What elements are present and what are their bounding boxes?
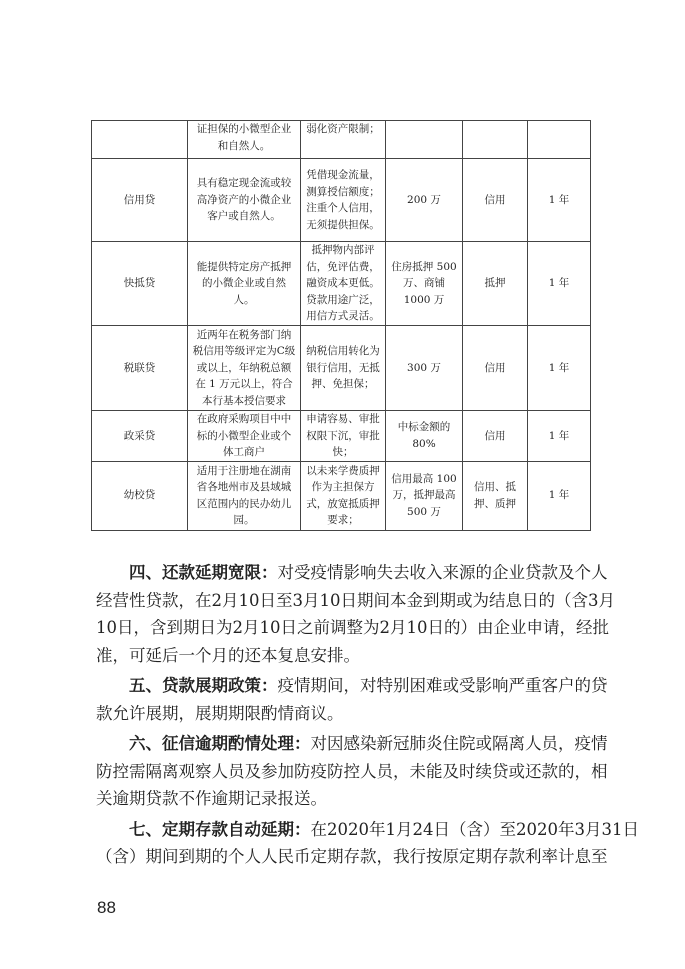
line-text: 准，可延后一个月的还本复息安排。 (96, 645, 360, 665)
loan-products-table (91, 120, 591, 531)
table-row (92, 121, 591, 159)
text-line (96, 672, 608, 700)
paragraph-heading: 五、贷款展期政策： (129, 676, 278, 695)
cell-target: 适用于注册地在湖南省各地州市及县域城区范围内的民办幼儿园。 (188, 461, 301, 530)
cell-feature: 纳税信用转化为银行信用，无抵押、免担保； (301, 326, 386, 411)
cell-method (463, 121, 528, 159)
cell-target: 近两年在税务部门纳税信用等级评定为C级或以上，年纳税总额在 1 万元以上，符合本行基本授信要求 (188, 326, 301, 411)
text-line (96, 730, 608, 758)
cell-name: 税联贷 (92, 326, 188, 411)
cell-amount: 300 万 (386, 326, 463, 411)
cell-target: 能提供特定房产抵押的小微企业或自然人。 (188, 242, 301, 326)
cell-target: 具有稳定现金流或较高净资产的小微企业客户或自然人。 (188, 159, 301, 242)
cell-feature: 弱化资产限制； (301, 121, 386, 159)
cell-term: 1 年 (528, 159, 591, 242)
line-text: 对因感染新冠肺炎住院或隔离人员，疫情 (310, 734, 608, 753)
paragraph (96, 730, 608, 813)
cell-amount: 信用最高 100 万，抵押最高 500 万 (386, 461, 463, 530)
text-line (96, 816, 639, 844)
paragraph-heading: 四、还款延期宽限： (129, 563, 278, 582)
text-line (96, 614, 609, 642)
paragraph (96, 559, 615, 669)
cell-feature: 以未来学费质押作为主担保方式，放宽抵质押要求； (301, 461, 386, 530)
cell-term (528, 121, 591, 159)
cell-target: 在政府采购项目中中标的小微型企业或个体工商户 (188, 411, 301, 462)
line-text: 疫情期间，对特别困难或受影响严重客户的贷 (277, 676, 608, 695)
cell-amount: 200 万 (386, 159, 463, 242)
line-text: 关逾期贷款不作逾期记录报送。 (96, 789, 327, 808)
table-row (92, 461, 591, 530)
cell-feature: 申请容易、审批权限下沉，审批快； (301, 411, 386, 462)
text-line (96, 642, 590, 670)
text-line (96, 843, 608, 871)
cell-amount: 中标金额的 80% (386, 411, 463, 462)
cell-method: 抵押 (463, 242, 528, 326)
text-line (96, 559, 608, 587)
cell-amount: 住房抵押 500 万、商铺 1000 万 (386, 242, 463, 326)
cell-term: 1 年 (528, 461, 591, 530)
cell-method: 信用 (463, 159, 528, 242)
table-row (92, 242, 591, 326)
text-line (96, 758, 608, 786)
line-text: 在2020年1月24日（含）至2020年3月31日 (310, 819, 639, 839)
table-row (92, 326, 591, 411)
cell-term: 1 年 (528, 242, 591, 326)
cell-name: 幼校贷 (92, 461, 188, 530)
cell-amount (386, 121, 463, 159)
cell-term: 1 年 (528, 326, 591, 411)
text-line (96, 785, 590, 813)
line-text: 防控需隔离观察人员及参加防疫防控人员，未能及时续贷或还款的，相 (96, 761, 608, 781)
cell-feature: 抵押物内部评估，免评估费，融资成本更低。贷款用途广泛，用信方式灵活。 (301, 242, 386, 326)
paragraph (96, 672, 608, 727)
page-number: 88 (97, 898, 116, 917)
paragraph (96, 816, 639, 871)
cell-target: 证担保的小微型企业和自然人。 (188, 121, 301, 159)
line-text: 对受疫情影响失去收入来源的企业贷款及个人 (277, 563, 608, 582)
paragraph-heading: 六、征信逾期酌情处理： (129, 734, 311, 753)
policy-text (96, 559, 639, 874)
table-row (92, 159, 591, 242)
cell-method: 信用 (463, 411, 528, 462)
cell-term: 1 年 (528, 411, 591, 462)
cell-method: 信用 (463, 326, 528, 411)
line-text: （含）期间到期的个人人民币定期存款，我行按原定期存款利率计息至 (96, 847, 608, 866)
line-text: 款允许展期，展期期限酌情商议。 (96, 703, 344, 723)
cell-feature: 凭借现金流量，测算授信额度；注重个人信用，无须提供担保。 (301, 159, 386, 242)
paragraph-heading: 七、定期存款自动延期： (129, 819, 311, 839)
cell-name: 信用贷 (92, 159, 188, 242)
cell-name (92, 121, 188, 159)
table-row (92, 411, 591, 462)
cell-name: 快抵贷 (92, 242, 188, 326)
text-line (96, 587, 615, 615)
cell-name: 政采贷 (92, 411, 188, 462)
line-text: 经营性贷款，在2月10日至3月10日期间本金到期或为结息日的（含3月 (96, 590, 615, 610)
cell-method: 信用、抵押、质押 (463, 461, 528, 530)
line-text: 10日，含到期日为2月10日之前调整为2月10日的）由企业申请，经批 (96, 618, 609, 637)
text-line (96, 700, 590, 728)
